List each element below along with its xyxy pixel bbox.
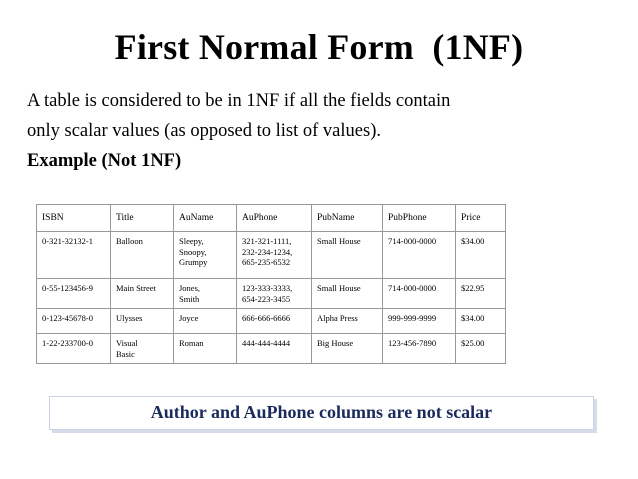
callout-box: [49, 396, 594, 430]
header-auname: AuName: [174, 205, 237, 232]
cell-isbn: 1-22-233700-0: [37, 334, 111, 364]
cell-title: Balloon: [111, 232, 174, 279]
books-table: [36, 204, 506, 364]
cell-price: $22.95: [456, 279, 506, 309]
table-header-row: [37, 205, 506, 232]
cell-auname: Jones, Smith: [174, 279, 237, 309]
cell-auphone: 666-666-6666: [237, 309, 312, 334]
header-pubname: PubName: [312, 205, 383, 232]
header-auphone: AuPhone: [237, 205, 312, 232]
body-text-line-2: only scalar values (as opposed to list of values).: [27, 121, 381, 141]
cell-price: $25.00: [456, 334, 506, 364]
cell-pubphone: 714-000-0000: [383, 232, 456, 279]
table-row: [37, 334, 506, 364]
cell-pubname: Big House: [312, 334, 383, 364]
cell-pubname: Alpha Press: [312, 309, 383, 334]
cell-auphone: 321-321-1111, 232-234-1234, 665-235-6532: [237, 232, 312, 279]
cell-pubname: Small House: [312, 232, 383, 279]
cell-price: $34.00: [456, 309, 506, 334]
cell-isbn: 0-123-45678-0: [37, 309, 111, 334]
table-row: [37, 232, 506, 279]
header-pubphone: PubPhone: [383, 205, 456, 232]
header-price: Price: [456, 205, 506, 232]
example-label: Example (Not 1NF): [27, 151, 182, 171]
cell-auphone: 123-333-3333, 654-223-3455: [237, 279, 312, 309]
cell-auname: Joyce: [174, 309, 237, 334]
cell-pubphone: 999-999-9999: [383, 309, 456, 334]
header-title: Title: [111, 205, 174, 232]
cell-isbn: 0-321-32132-1: [37, 232, 111, 279]
cell-pubphone: 714-000-0000: [383, 279, 456, 309]
cell-auname: Sleepy, Snoopy, Grumpy: [174, 232, 237, 279]
table-row: [37, 279, 506, 309]
header-isbn: ISBN: [37, 205, 111, 232]
cell-title: Main Street: [111, 279, 174, 309]
cell-pubphone: 123-456-7890: [383, 334, 456, 364]
cell-auname: Roman: [174, 334, 237, 364]
table-row: [37, 309, 506, 334]
cell-auphone: 444-444-4444: [237, 334, 312, 364]
callout-text: Author and AuPhone columns are not scalar: [150, 402, 493, 422]
cell-title: Ulysses: [111, 309, 174, 334]
body-text-line-1: A table is considered to be in 1NF if all the fields contain: [27, 91, 451, 111]
cell-title: Visual Basic: [111, 334, 174, 364]
cell-pubname: Small House: [312, 279, 383, 309]
cell-price: $34.00: [456, 232, 506, 279]
cell-isbn: 0-55-123456-9: [37, 279, 111, 309]
slide-title: First Normal Form (1NF): [114, 27, 524, 67]
